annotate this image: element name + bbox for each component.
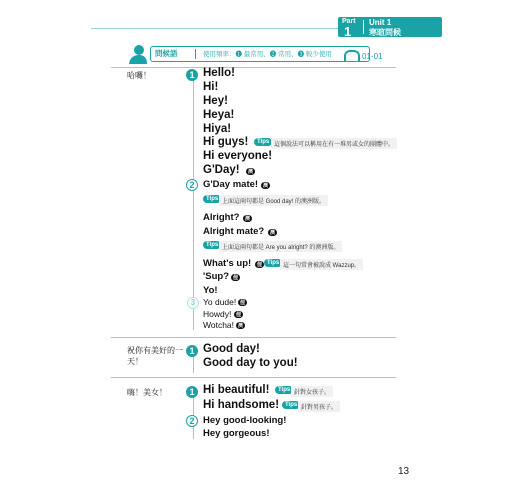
tag-divider [363, 20, 364, 34]
tip-note: 上面這兩句都是 Good day! 的澳洲版。 [219, 195, 328, 206]
phrase: Heya! [203, 109, 235, 121]
chinese-meaning: 嗨！美女！ [127, 388, 167, 397]
phrase: Wotcha! [203, 320, 235, 330]
legend-divider [195, 49, 196, 59]
phrase: What's up! [203, 258, 252, 269]
tip-note: 這一句常會被說成 Wazzup。 [280, 259, 363, 270]
section-divider [111, 377, 396, 378]
region-badge: 澳 [263, 183, 269, 189]
phrase: Hi! [203, 81, 219, 93]
tip-note: 針對男孩子。 [298, 401, 340, 412]
phrase: 'Sup? [203, 271, 230, 282]
region-badge: 澳 [248, 169, 254, 175]
region-badge: 澳 [238, 323, 244, 329]
slang-badge: 俚 [257, 262, 263, 268]
region-badge: 澳 [270, 230, 276, 236]
phrase: Howdy! [203, 309, 232, 319]
frequency-1-badge: 1 [186, 69, 198, 81]
frequency-3-badge: 3 [187, 297, 199, 309]
tips-badge: Tips [203, 241, 221, 249]
phrase: Good day! [203, 343, 260, 355]
phrase: Hey gorgeous! [203, 428, 270, 439]
part-label: Part [342, 18, 356, 25]
tip-note: 針對女孩子。 [291, 386, 333, 397]
audio-track-number: 01-01 [362, 52, 383, 61]
phrase: Hi handsome! [203, 399, 280, 411]
section-divider [111, 337, 396, 338]
phrase: Hi guys! [203, 136, 249, 148]
phrase: Alright? [203, 212, 240, 223]
tip-note: 上面這兩句都是 Are you alright? 的澳洲版。 [219, 241, 342, 252]
frequency-2-badge: 2 [186, 179, 198, 191]
person-icon [128, 44, 148, 64]
phrase: Yo dude! [203, 297, 237, 307]
slang-badge: 俚 [236, 312, 242, 318]
unit-title: 寒暄問候 [369, 28, 401, 37]
slang-badge: 俚 [233, 275, 239, 281]
part-unit-tag [338, 17, 442, 37]
unit-label: Unit 1 [369, 18, 392, 27]
region-badge: 澳 [245, 216, 251, 222]
tips-badge: Tips [282, 401, 300, 409]
frequency-1-badge: 1 [186, 345, 198, 357]
slang-badge: 俚 [240, 300, 246, 306]
frequency-2-badge: 2 [186, 415, 198, 427]
phrase: Good day to you! [203, 357, 298, 369]
part-number: 1 [344, 24, 352, 39]
tips-badge: Tips [254, 138, 272, 146]
chinese-meaning: 哈囉！ [127, 71, 151, 80]
section-divider [111, 67, 396, 68]
page-number: 13 [398, 466, 410, 477]
category-title: 問候語 [155, 49, 178, 58]
phrase: G'Day! [203, 164, 240, 176]
frequency-legend [150, 46, 370, 62]
tips-badge: Tips [275, 386, 293, 394]
phrase: Hi beautiful! [203, 384, 270, 396]
audio-track[interactable] [344, 50, 382, 61]
tips-badge: Tips [203, 195, 221, 203]
phrase: Hey! [203, 95, 228, 107]
timeline-line [193, 73, 194, 330]
frequency-legend-text: 使用頻率：❶ 最常用、❷ 常用、❸ 較少使用 [203, 51, 332, 58]
headphone-icon [344, 50, 360, 61]
tip-note: 這個說法可以稱用在有一堆男或女的團體中。 [271, 138, 397, 149]
phrase: Hi everyone! [203, 150, 273, 162]
phrase: Hey good-looking! [203, 415, 287, 426]
phrase: Hello! [203, 67, 235, 79]
phrase: Alright mate? [203, 226, 265, 237]
phrase: Hiya! [203, 123, 232, 135]
chinese-meaning: 祝你有美好的一天！ [127, 346, 183, 366]
phrase: Yo! [203, 285, 218, 296]
frequency-1-badge: 1 [186, 386, 198, 398]
header-rule [91, 28, 338, 29]
tips-badge: Tips [264, 259, 282, 267]
phrase: G'Day mate! [203, 179, 259, 190]
